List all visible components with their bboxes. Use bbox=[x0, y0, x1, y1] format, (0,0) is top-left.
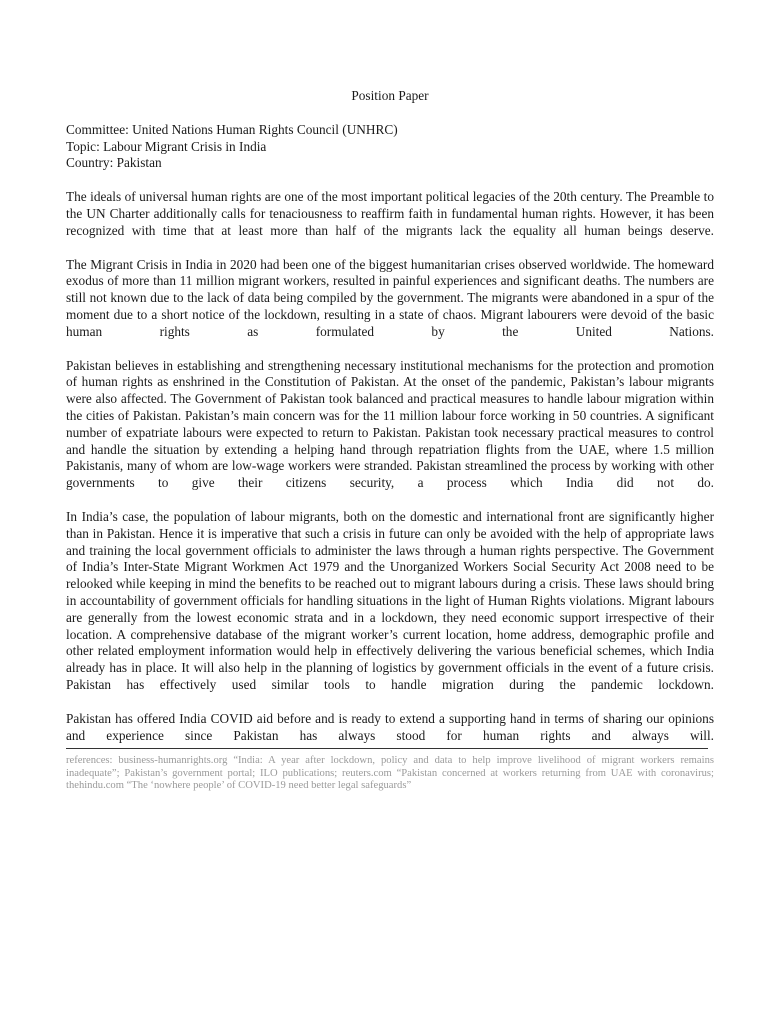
paragraph-conclusion: Pakistan has offered India COVID aid before and is ready to extend a supporting hand in terms of sharing our opinions and experience since Pakistan has always stood for human rights and always will. bbox=[66, 710, 714, 743]
paragraph-pakistan-position: Pakistan believes in establishing and strengthening necessary institutional mechanisms for the protection and promotion of human rights as enshrined in the Constitution of Pakistan. At the onset of the pandemic, Pakistan’s labour migrants were also affected. The Government of Pakistan took balanced and practical measures to handle labour migration within the cities of Pakistan. Pakistan’s main concern was for the 11 million labour force working in 50 countries. A significant number of expatriate labours were expected to return to Pakistan. Pakistan took necessary practical measures to control and handle the situation by extending a helping hand through repatriation flights from the UAE, where 1.5 million Pakistanis, many of whom are low-wage workers were stranded. Pakistan streamlined the process by working with other governments to give their citizens security, a process which India did not do. bbox=[66, 357, 714, 491]
paragraph-migrant-crisis: The Migrant Crisis in India in 2020 had been one of the biggest humanitarian crises observed worldwide. The homeward exodus of more than 11 million migrant workers, resulted in painful experiences and significant deaths. The numbers are still not known due to the lack of data being compiled by the government. The migrants were abandoned in a spur of the moment due to a short notice of the lockdown, resulting in a state of chaos. Migrant labourers were devoid of the basic human rights as formulated by the United Nations. bbox=[66, 256, 714, 339]
committee-line: Committee: United Nations Human Rights Council (UNHRC) bbox=[66, 121, 398, 137]
references-divider bbox=[66, 748, 708, 749]
country-line: Country: Pakistan bbox=[66, 155, 162, 171]
document-page bbox=[66, 88, 714, 793]
references-text: references: business-humanrights.org “India: A year after lockdown, policy and data to help improve livelihood of migrant workers remains inadequate”; Pakistan’s government portal; ILO publications; reuters.com “Pakistan concerned at workers returning from UAE with coronavirus; thehindu.com “The ‘nowhere people’ of COVID-19 need better legal safeguards” bbox=[66, 755, 714, 792]
document-meta bbox=[66, 122, 714, 172]
topic-line: Topic: Labour Migrant Crisis in India bbox=[66, 138, 267, 154]
page-title: Position Paper bbox=[351, 88, 429, 103]
paragraph-india-case: In India’s case, the population of labour migrants, both on the domestic and international front are significantly higher than in Pakistan. Hence it is imperative that such a crisis in future can only be avoided with the help of appropriate laws and training the local government officials to administer the laws through a human rights perspective. The Government of India’s Inter-State Migrant Workmen Act 1979 and the Unorganized Workers Social Security Act 2008 need to be relooked while keeping in mind the benefits to be reached out to migrant labours during a crisis. These laws should bring in accountability of government officials for handling situations in the light of Human Rights violations. Migrant labours are generally from the lowest economic strata and in a lockdown, they need economic support irrespective of their location. A comprehensive database of the migrant worker’s current location, home address, demographic profile and other related employment information would help in effectively delivering the various beneficial schemes, which India already has in place. It will also help in the planning of logistics by government officials in the event of a future crisis. Pakistan has effectively used similar tools to handle migration during the pandemic lockdown. bbox=[66, 508, 714, 692]
paragraph-introduction: The ideals of universal human rights are one of the most important political legacies of the 20th century. The Preamble to the UN Charter additionally calls for tenaciousness to reaffirm faith in fundamental human rights. However, it has been recognized with time that at least more than half of the migrants lack the equality all human beings deserve. bbox=[66, 189, 714, 238]
